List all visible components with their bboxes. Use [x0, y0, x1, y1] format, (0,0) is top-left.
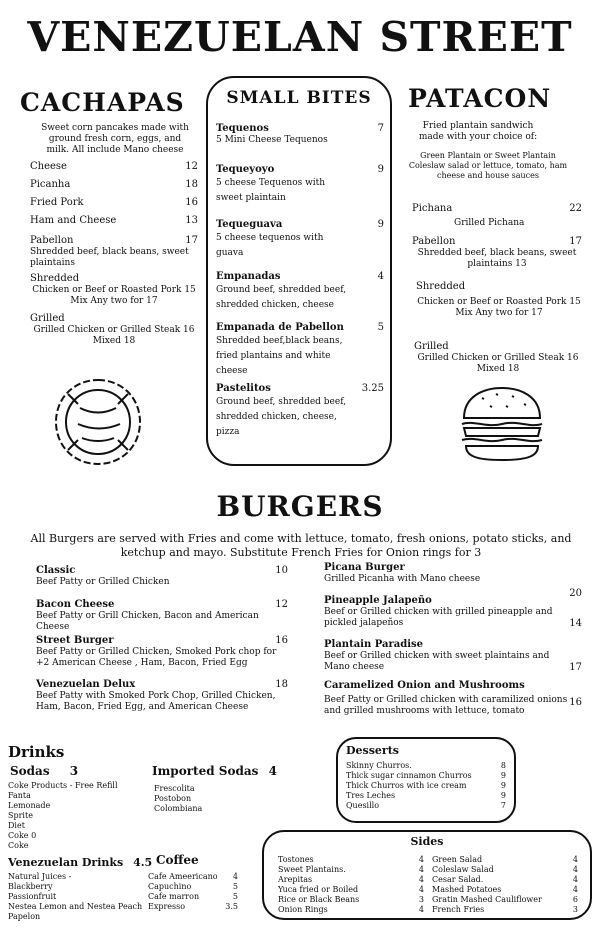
- item-name: Empanada de Pabellon: [216, 322, 344, 333]
- list-item: Sweet Plantains. 4: [278, 865, 424, 874]
- small-bites-item: [216, 321, 384, 379]
- item-description: Ground beef, shredded beef, shredded chicken, cheese, pizza: [216, 397, 347, 437]
- item-description: Shredded beef, black beans, sweet plaintains: [30, 247, 189, 268]
- list-item: Passionfruit: [8, 892, 57, 901]
- page-title: VENEZUELAN STREET: [27, 13, 573, 61]
- sides-list-left: [278, 855, 424, 915]
- item-description: Chicken or Beef or Roasted Pork 15: [32, 285, 196, 295]
- item-price: 17: [569, 236, 582, 247]
- imported-price: 4: [268, 764, 277, 778]
- item-description: Beef Patty or Grilled Chicken, Smoked Pork chop for +2 American Cheese , Ham, Bacon, Fried Egg: [36, 647, 277, 668]
- cachapas-description: Sweet corn pancakes made with ground fresh corn, eggs, and milk. All include Mano cheese: [41, 123, 189, 155]
- imported-sodas-list: [154, 784, 274, 814]
- list-item: Diet: [8, 821, 25, 830]
- sodas-label-text: Sodas: [10, 764, 50, 778]
- list-item: Postobon: [154, 794, 192, 803]
- drinks-heading: Drinks: [8, 743, 65, 761]
- imported-label-text: Imported Sodas: [152, 764, 259, 778]
- small-bites-item: [216, 163, 384, 206]
- item-description: Shredded beef,black beans, fried plantains and white cheese: [216, 336, 343, 376]
- list-item: Capuchino 5: [148, 882, 238, 891]
- list-item: Papelon: [8, 912, 41, 921]
- item-name: Bacon Cheese: [36, 599, 115, 610]
- patacon-item: [412, 202, 582, 229]
- item-name: Plantain Paradise: [324, 639, 423, 650]
- item-name: Ham and Cheese: [30, 215, 117, 226]
- cachapas-item: [30, 160, 198, 173]
- list-item: Thick sugar cinnamon Churros 9: [346, 771, 506, 780]
- list-item: Tostones 4: [278, 855, 424, 864]
- cachapas-item: [30, 214, 198, 227]
- item-price: 9: [377, 164, 384, 175]
- burger-item: [36, 564, 288, 588]
- item-price: 18: [275, 679, 288, 690]
- item-name: Picana Burger: [324, 562, 405, 573]
- item-description: Shredded beef, black beans, sweet plaintains 13: [417, 248, 577, 269]
- list-item: Cafe marron 5: [148, 892, 238, 901]
- patacon-heading: PATACON: [408, 84, 552, 113]
- list-item: Coke Products - Free Refill: [8, 781, 118, 790]
- item-price: 18: [185, 179, 198, 190]
- item-price: 5: [377, 322, 384, 333]
- list-item: Skinny Churros. 8: [346, 761, 506, 770]
- venezuelan-label-text: Venezuelan Drinks: [8, 856, 124, 869]
- sides-list-right: [432, 855, 578, 915]
- item-name: Picanha: [30, 179, 71, 190]
- item-price: 22: [569, 203, 582, 214]
- burger-item: [324, 679, 582, 717]
- item-price: 17: [569, 662, 582, 673]
- sodas-list: [8, 781, 158, 851]
- item-description: 5 cheese Tequenos with sweet plaintain: [216, 178, 326, 203]
- cachapas-heading: CACHAPAS: [20, 88, 185, 117]
- item-price: 3.25: [361, 383, 384, 394]
- list-item: French Fries 3: [432, 905, 578, 914]
- item-name: Grilled: [30, 313, 65, 324]
- list-item: Expresso 3.5: [148, 902, 238, 911]
- item-price: 17: [185, 235, 198, 246]
- list-item: Cafe Ameericano 4: [148, 872, 238, 881]
- list-item: Natural Juices -: [8, 872, 72, 881]
- item-name: Tequeguava: [216, 219, 283, 230]
- item-price: 9: [377, 219, 384, 230]
- cachapas-item: [30, 272, 198, 307]
- item-name: Grilled: [414, 341, 449, 352]
- list-item: Arepitas 4: [278, 875, 424, 884]
- list-item: Thick Churros with ice cream 9: [346, 781, 506, 790]
- coffee-list: [148, 872, 238, 912]
- venezuelan-price: 4.5: [133, 856, 153, 869]
- patacon-item: [412, 235, 582, 270]
- item-name: Pabellon: [412, 236, 456, 247]
- list-item: Gratin Mashed Cauliflower 6: [432, 895, 578, 904]
- list-item: Mashed Potatoes 4: [432, 885, 578, 894]
- patacon-description: Fried plantain sandwich made with your choice of:: [418, 121, 538, 142]
- item-description: Grilled Pichana: [454, 218, 525, 228]
- list-item: Coke: [8, 841, 29, 850]
- item-description: Beef Patty or Grilled Chicken: [36, 577, 170, 587]
- item-price: 12: [185, 161, 198, 172]
- empanada-icon: [50, 374, 146, 470]
- item-price: 16: [569, 697, 582, 708]
- burgers-heading: BURGERS: [216, 490, 384, 523]
- item-description: 5 Mini Cheese Tequenos: [216, 135, 328, 145]
- list-item: Sprite: [8, 811, 33, 820]
- list-item: Coleslaw Salad 4: [432, 865, 578, 874]
- item-price: 16: [185, 197, 198, 208]
- desserts-heading: Desserts: [346, 744, 399, 757]
- list-item: Nestea Lemon and Nestea Peach: [8, 902, 143, 911]
- item-description: Grilled Picanha with Mano cheese: [324, 574, 481, 584]
- sodas-label: [10, 764, 78, 778]
- cachapas-item: [30, 178, 198, 191]
- list-item: Lemonade: [8, 801, 51, 810]
- burger-item: [324, 594, 582, 630]
- item-name: Cheese: [30, 161, 67, 172]
- item-price: 16: [275, 635, 288, 646]
- item-description: Beef Patty with Smoked Pork Chop, Grilled Chicken, Ham, Bacon, Fried Egg, and American Cheese: [36, 691, 276, 712]
- burger-item: [324, 561, 582, 599]
- item-name: Shredded: [416, 281, 466, 292]
- venezuelan-drinks-list: [8, 872, 158, 922]
- item-name: Pastelitos: [216, 383, 271, 394]
- item-description: Ground beef, shredded beef, shredded chicken, cheese: [216, 285, 347, 310]
- item-price: 20: [569, 588, 582, 599]
- venezuelan-drinks-label: [8, 856, 152, 869]
- burger-item: [36, 678, 288, 713]
- item-description: Beef Patty or Grilled chicken with caramilized onions and grilled mushrooms with lettuce, tomato: [324, 695, 568, 716]
- list-item: Rice or Black Beans 3: [278, 895, 424, 904]
- item-description: Beef Patty or Grill Chicken, Bacon and American Cheese: [36, 611, 259, 632]
- item-description: 5 cheese tequenos with guava: [216, 233, 324, 258]
- item-description: Chicken or Beef or Roasted Pork 15: [417, 297, 581, 307]
- item-name: Shredded: [30, 273, 80, 284]
- burgers-note: All Burgers are served with Fries and come with lettuce, tomato, fresh onions, potato sticks, and ketchup and mayo. Substitute French Fries for Onion rings for 3: [30, 532, 572, 559]
- list-item: Colombiana: [154, 804, 203, 813]
- item-description: Grilled Chicken or Grilled Steak 16: [417, 353, 579, 363]
- desserts-list: [346, 761, 506, 811]
- item-name: Empanadas: [216, 271, 281, 282]
- list-item: Coke 0: [8, 831, 37, 840]
- small-bites-item: [216, 270, 384, 313]
- cachapas-item: [30, 234, 198, 269]
- cachapas-item: [30, 196, 198, 209]
- patacon-item: [414, 340, 582, 375]
- item-name: Pineapple Jalapeño: [324, 595, 432, 606]
- burger-item: [36, 598, 288, 633]
- item-description: Mixed 18: [92, 336, 136, 346]
- list-item: Blackberry: [8, 882, 53, 891]
- item-description: Beef or Grilled chicken with sweet plaintains and Mano cheese: [324, 651, 550, 672]
- sides-heading: Sides: [410, 835, 444, 848]
- item-description: Beef or Grilled chicken with grilled pineapple and pickled jalapeños: [324, 607, 553, 628]
- imported-sodas-label: [152, 764, 277, 778]
- item-price: 7: [377, 123, 384, 134]
- item-price: 4: [377, 271, 384, 282]
- small-bites-heading: SMALL BITES: [226, 88, 372, 108]
- cachapas-item: [30, 312, 198, 347]
- list-item: Fanta: [8, 791, 31, 800]
- item-name: Tequenos: [216, 123, 269, 134]
- list-item: Frescolita: [154, 784, 195, 793]
- coffee-label: Coffee: [156, 853, 199, 867]
- item-name: Street Burger: [36, 635, 114, 646]
- item-price: 14: [569, 618, 582, 629]
- item-name: Tequeyoyo: [216, 164, 275, 175]
- item-description: Mix Any two for 17: [455, 308, 543, 318]
- item-name: Caramelized Onion and Mushrooms: [324, 680, 525, 691]
- item-description: Mixed 18: [476, 364, 520, 374]
- list-item: Onion Rings 4: [278, 905, 424, 914]
- item-name: Pichana: [412, 203, 453, 214]
- burger-item: [36, 634, 288, 669]
- list-item: Quesillo 7: [346, 801, 506, 810]
- patacon-options: Green Plantain or Sweet Plantain Coleslaw salad or lettuce, tomato, ham cheese and house sauces: [408, 151, 568, 180]
- burger-item: [324, 638, 582, 674]
- burger-icon: [456, 384, 548, 464]
- list-item: Cesar Salad. 4: [432, 875, 578, 884]
- item-name: Classic: [36, 565, 76, 576]
- patacon-item: [416, 280, 582, 319]
- item-price: 12: [275, 599, 288, 610]
- small-bites-item: [216, 122, 384, 146]
- item-price: 13: [185, 215, 198, 226]
- list-item: Green Salad 4: [432, 855, 578, 864]
- item-description: Grilled Chicken or Grilled Steak 16: [33, 325, 195, 335]
- list-item: Yuca fried or Boiled 4: [278, 885, 424, 894]
- small-bites-item: [216, 382, 384, 440]
- small-bites-item: [216, 218, 384, 261]
- item-name: Pabellon: [30, 235, 74, 246]
- item-description: Mix Any two for 17: [70, 296, 158, 306]
- item-price: 10: [275, 565, 288, 576]
- sodas-price: 3: [69, 764, 79, 778]
- item-name: Fried Pork: [30, 197, 84, 208]
- list-item: Tres Leches 9: [346, 791, 506, 800]
- item-name: Venezuelan Delux: [36, 679, 136, 690]
